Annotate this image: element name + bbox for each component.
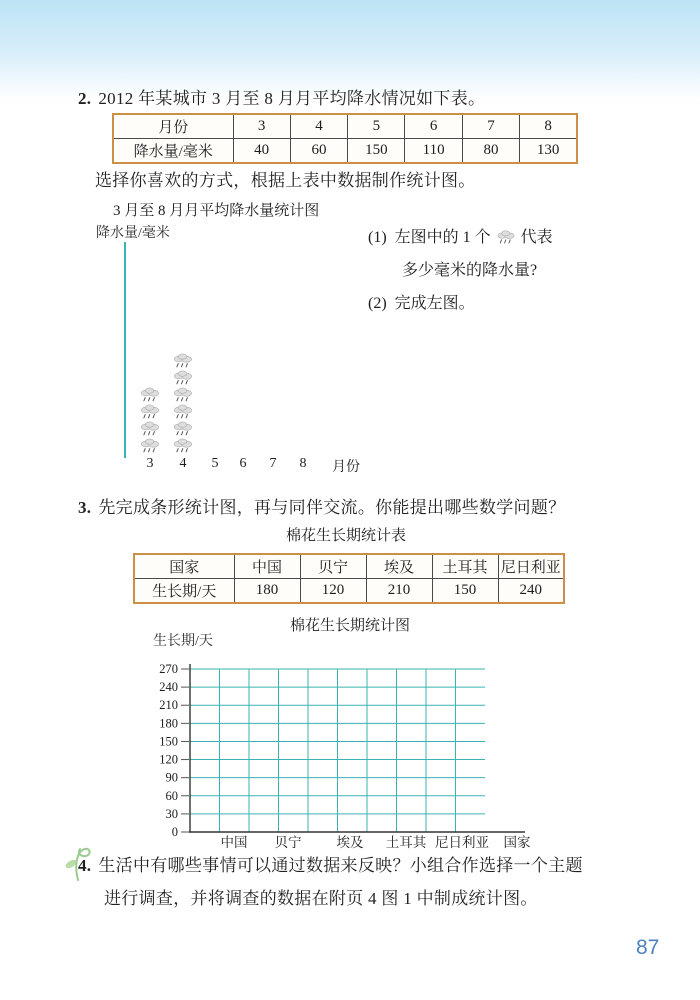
question-1-after-icon: 代表: [520, 229, 553, 246]
rain-cloud-icon: [172, 420, 194, 437]
rain-cloud-icon: [172, 352, 194, 369]
country-label: 埃及: [336, 835, 364, 850]
value-cell: 120: [300, 579, 366, 604]
row-label-cell: 降水量/毫米: [113, 139, 233, 164]
value-cell: 6: [405, 114, 462, 139]
value-cell: 60: [290, 139, 347, 164]
table-row: [113, 139, 577, 164]
table-row: [134, 579, 564, 604]
rain-cloud-icon: [139, 420, 161, 437]
country-label: 中国: [220, 835, 248, 850]
cotton-growth-table: [133, 553, 565, 604]
question-1-before-icon: 左图中的 1 个: [394, 229, 491, 246]
cotton-table-title: 棉花生长期统计表: [286, 528, 407, 544]
country-label: 贝宁: [274, 835, 302, 850]
y-tick-label: 30: [165, 806, 178, 821]
value-cell: 80: [462, 139, 519, 164]
value-cell: 3: [233, 114, 290, 139]
problem-3-text: 先完成条形统计图，再与同伴交流。你能提出哪些数学问题？: [98, 498, 566, 517]
bar-chart-title: 棉花生长期统计图: [290, 618, 411, 634]
y-tick-label: 180: [159, 716, 178, 731]
value-cell: 110: [405, 139, 462, 164]
row-label-cell: 国家: [134, 554, 234, 579]
bar-chart-y-axis-label: 生长期/天: [153, 634, 213, 649]
value-cell: 240: [498, 579, 564, 604]
rain-cloud-icon: [172, 386, 194, 403]
pictograph-y-axis-label: 降水量/毫米: [96, 226, 170, 241]
problem-2-statement: [78, 84, 485, 109]
rain-cloud-icon: [139, 386, 161, 403]
y-tick-label: 210: [159, 698, 178, 713]
question-1-line-2: 多少毫米的降水量?: [402, 262, 538, 279]
y-tick-label: 60: [165, 788, 178, 803]
x-axis-title: 国家: [503, 835, 531, 850]
value-cell: 4: [290, 114, 347, 139]
rain-cloud-icon: [139, 403, 161, 420]
y-tick-label: 240: [159, 680, 178, 695]
rainfall-table: [112, 113, 578, 164]
y-tick-label: 150: [159, 734, 178, 749]
table-row: [134, 554, 564, 579]
pictograph-month-label: 8: [299, 456, 307, 471]
pictograph-month-label: 4: [179, 456, 187, 471]
problem-2-text: 2012 年某城市 3 月至 8 月月平均降水情况如下表。: [98, 89, 486, 108]
row-label-cell: 生长期/天: [134, 579, 234, 604]
value-cell: 贝宁: [300, 554, 366, 579]
question-2-line: [368, 290, 475, 313]
question-1-number: (1): [368, 229, 387, 246]
problem-2-instruction: 选择你喜欢的方式，根据上表中数据制作统计图。: [95, 171, 476, 190]
problem-3-number: 3.: [78, 498, 92, 517]
pictograph-month-label: 5: [211, 456, 219, 471]
value-cell: 土耳其: [432, 554, 498, 579]
problem-4-text-line-1: 生活中有哪些事情可以通过数据来反映？小组合作选择一个主题: [98, 856, 583, 875]
pictograph-x-axis-label: 月份: [332, 460, 360, 475]
y-tick-label: 90: [165, 770, 178, 785]
value-cell: 210: [366, 579, 432, 604]
pictograph-month-label: 6: [239, 456, 247, 471]
y-tick-label: 0: [171, 825, 178, 839]
question-2-number: (2): [368, 295, 387, 312]
rain-cloud-icon: [495, 229, 517, 245]
bar-chart-svg: [150, 648, 540, 860]
row-label-cell: 月份: [113, 114, 233, 139]
value-cell: 尼日利亚: [498, 554, 564, 579]
rain-cloud-icon: [139, 437, 161, 454]
rain-cloud-icon: [172, 437, 194, 454]
problem-4-line-2: 进行调查，并将调查的数据在附页 4 图 1 中制成统计图。: [104, 889, 538, 908]
country-label: 尼日利亚: [435, 835, 489, 850]
value-cell: 8: [520, 114, 577, 139]
page-number: 87: [636, 936, 660, 959]
pictograph-month-label: 7: [269, 456, 277, 471]
problem-4-line-1: [78, 851, 700, 876]
y-tick-label: 120: [159, 752, 178, 767]
pictograph-month-label: 3: [146, 456, 154, 471]
value-cell: 5: [348, 114, 405, 139]
value-cell: 40: [233, 139, 290, 164]
value-cell: 180: [234, 579, 300, 604]
pictograph-y-axis: [124, 242, 126, 458]
value-cell: 埃及: [366, 554, 432, 579]
question-1-line-1: [368, 224, 553, 247]
value-cell: 中国: [234, 554, 300, 579]
value-cell: 150: [432, 579, 498, 604]
problem-2-number: 2.: [78, 89, 92, 108]
value-cell: 150: [348, 139, 405, 164]
pictograph-title: 3 月至 8 月月平均降水量统计图: [113, 203, 320, 219]
country-label: 土耳其: [385, 835, 427, 850]
value-cell: 130: [520, 139, 577, 164]
question-2-text: 完成左图。: [394, 295, 475, 312]
bar-chart-grid: [150, 648, 540, 860]
rain-cloud-icon: [172, 403, 194, 420]
value-cell: 7: [462, 114, 519, 139]
y-tick-label: 270: [159, 662, 178, 676]
problem-3-statement: [78, 493, 565, 518]
table-row: [113, 114, 577, 139]
rain-cloud-icon: [172, 369, 194, 386]
problem-4-number: 4.: [78, 856, 92, 875]
